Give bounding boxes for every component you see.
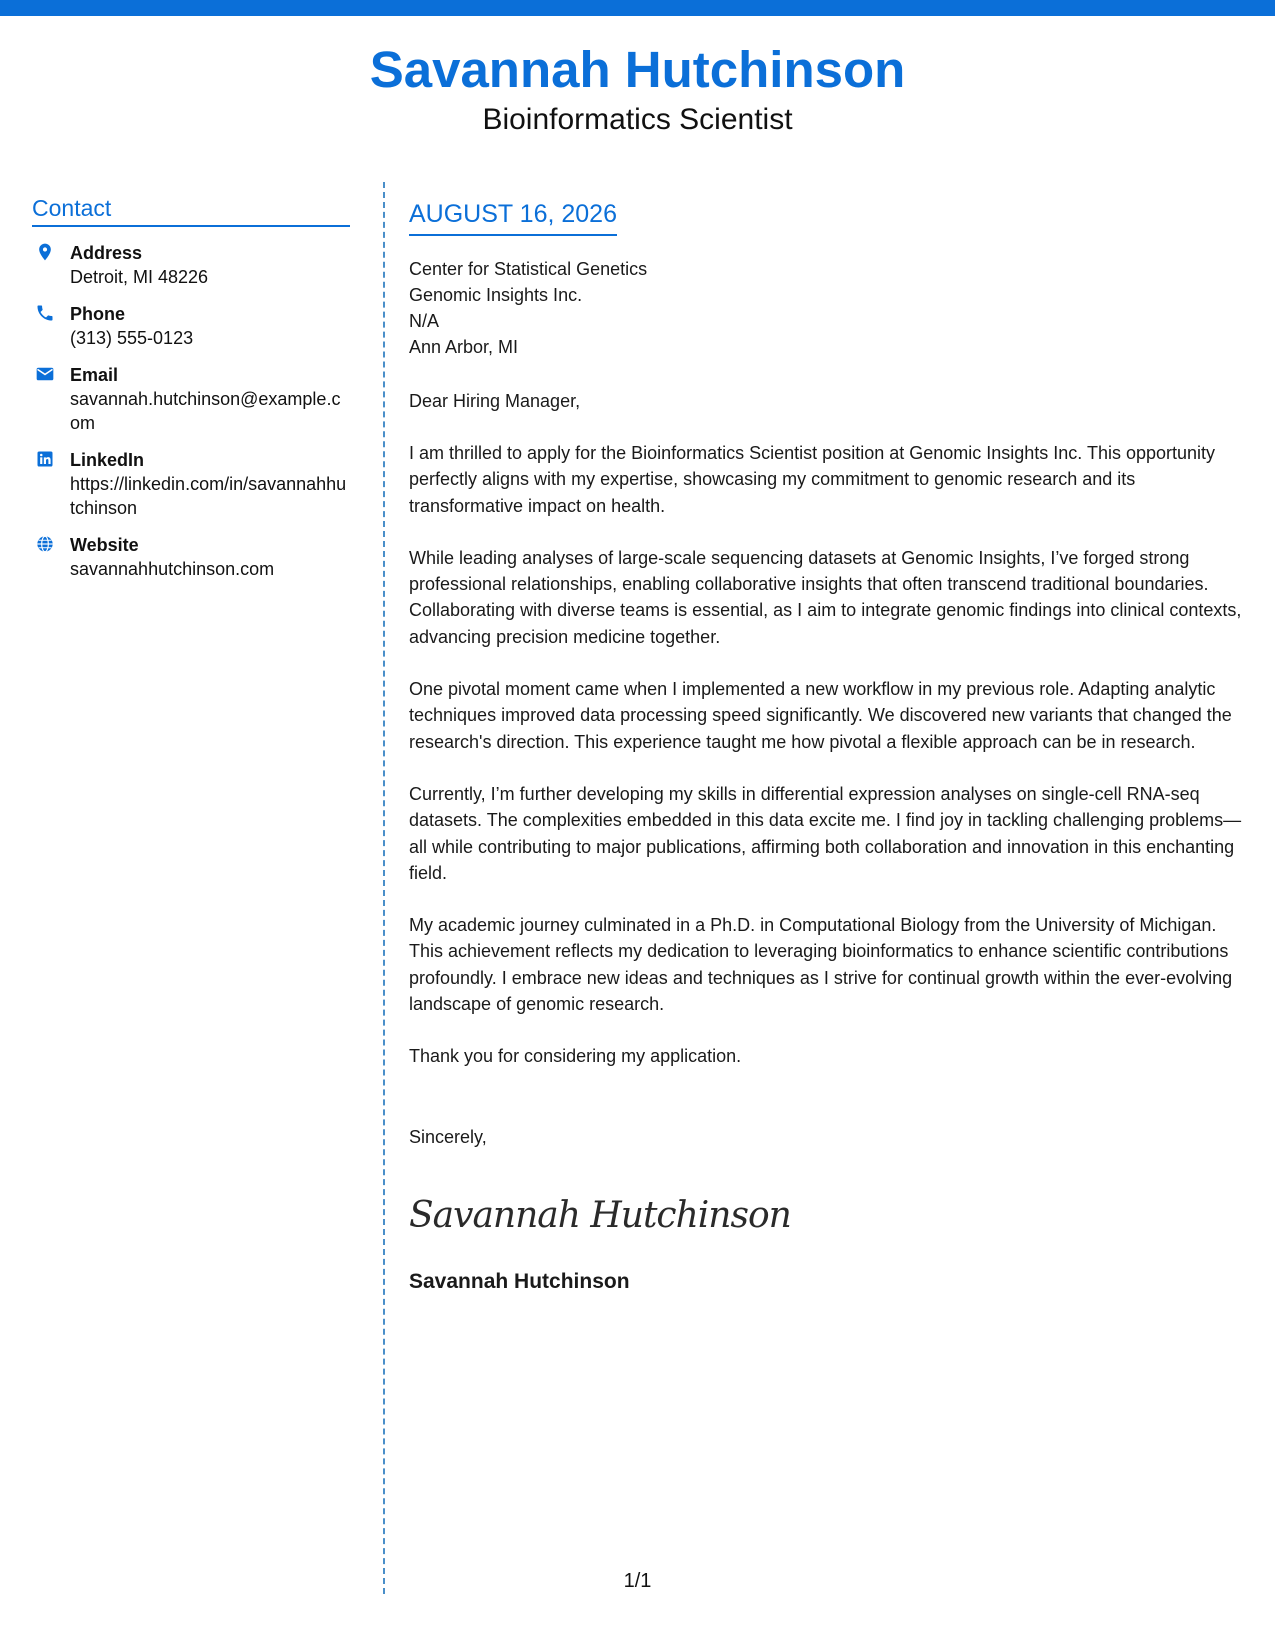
- top-accent-bar: [0, 0, 1275, 16]
- letter-date: AUGUST 16, 2026: [409, 198, 617, 236]
- body-paragraph: While leading analyses of large-scale sequencing datasets at Genomic Insights, I’ve forged strong professional relationships, enabling collaborative insights that often transcend traditional boundaries. Collaborating with diverse teams is essential, as I aim to integrate genomic findings into clinical contexts, advancing precision medicine together.: [409, 547, 1242, 647]
- body-paragraph: One pivotal moment came when I implemented a new workflow in my previous role. Adapting analytic techniques improved data processing speed significantly. We discovered new variants that changed the research's direction. This experience taught me how pivotal a flexible approach can be in research.: [409, 679, 1232, 752]
- contact-value: https://linkedin.com/in/savannahhutchinson: [70, 474, 347, 518]
- contact-label: Phone: [70, 304, 126, 324]
- contact-value: savannah.hutchinson@example.com: [70, 389, 341, 433]
- contact-label: Email: [70, 365, 119, 385]
- contact-label: Address: [70, 243, 143, 263]
- contact-label: LinkedIn: [70, 450, 145, 470]
- contact-value: savannahhutchinson.com: [70, 559, 275, 579]
- globe-icon: [35, 534, 55, 554]
- recipient-block: [409, 256, 1254, 360]
- map-pin-icon: [35, 242, 55, 262]
- body-paragraph: Thank you for considering my application.: [409, 1046, 742, 1067]
- contact-item-website: [32, 533, 350, 581]
- applicant-name: Savannah Hutchinson: [369, 41, 906, 98]
- body-paragraph: Currently, I’m further developing my skills in differential expression analyses on single-cell RNA-seq datasets. The complexities embedded in this data excite me. I find joy in tackling challenging problems—all while contributing to major publications, affirming both collaboration and innovation in this enchanting field.: [409, 783, 1242, 883]
- contact-sidebar: [32, 194, 350, 594]
- envelope-icon: [35, 364, 55, 384]
- recipient-line: Ann Arbor, MI: [409, 337, 519, 357]
- letter-body: [409, 198, 1254, 1296]
- recipient-line: Genomic Insights Inc.: [409, 285, 583, 305]
- greeting: Dear Hiring Manager,: [409, 391, 581, 411]
- contact-item-address: [32, 241, 350, 289]
- contact-value: Detroit, MI 48226: [70, 267, 209, 287]
- phone-icon: [35, 303, 55, 323]
- contact-label: Website: [70, 535, 139, 555]
- linkedin-icon: [35, 449, 55, 469]
- page-number-text: 1/1: [623, 1570, 652, 1592]
- body-paragraph: I am thrilled to apply for the Bioinformatics Scientist position at Genomic Insights Inc. This opportunity perfectly aligns with my expertise, showcasing my commitment to genomic research and its transformative impact on health.: [409, 443, 1216, 516]
- contact-section-title: Contact: [32, 194, 350, 227]
- contact-item-email: [32, 363, 350, 435]
- contact-list: [32, 241, 350, 581]
- recipient-line: N/A: [409, 311, 440, 331]
- contact-item-linkedin: [32, 448, 350, 520]
- recipient-line: Center for Statistical Genetics: [409, 259, 648, 279]
- handwritten-signature: Savannah Hutchinson: [409, 1194, 791, 1236]
- contact-value: (313) 555-0123: [70, 328, 194, 348]
- signed-name: Savannah Hutchinson: [409, 1269, 630, 1293]
- applicant-role: Bioinformatics Scientist: [482, 103, 793, 136]
- closing: Sincerely,: [409, 1126, 487, 1147]
- contact-item-phone: [32, 302, 350, 350]
- page-number: [0, 1570, 1275, 1593]
- column-divider: [383, 182, 385, 1594]
- letter-header: [0, 40, 1275, 138]
- body-paragraph: My academic journey culminated in a Ph.D. in Computational Biology from the University of Michigan. This achievement reflects my dedication to leveraging bioinformatics to enhance scientific contributions profoundly. I embrace new ideas and techniques as I strive for continual growth within the ever-evolving landscape of genomic research.: [409, 915, 1233, 1015]
